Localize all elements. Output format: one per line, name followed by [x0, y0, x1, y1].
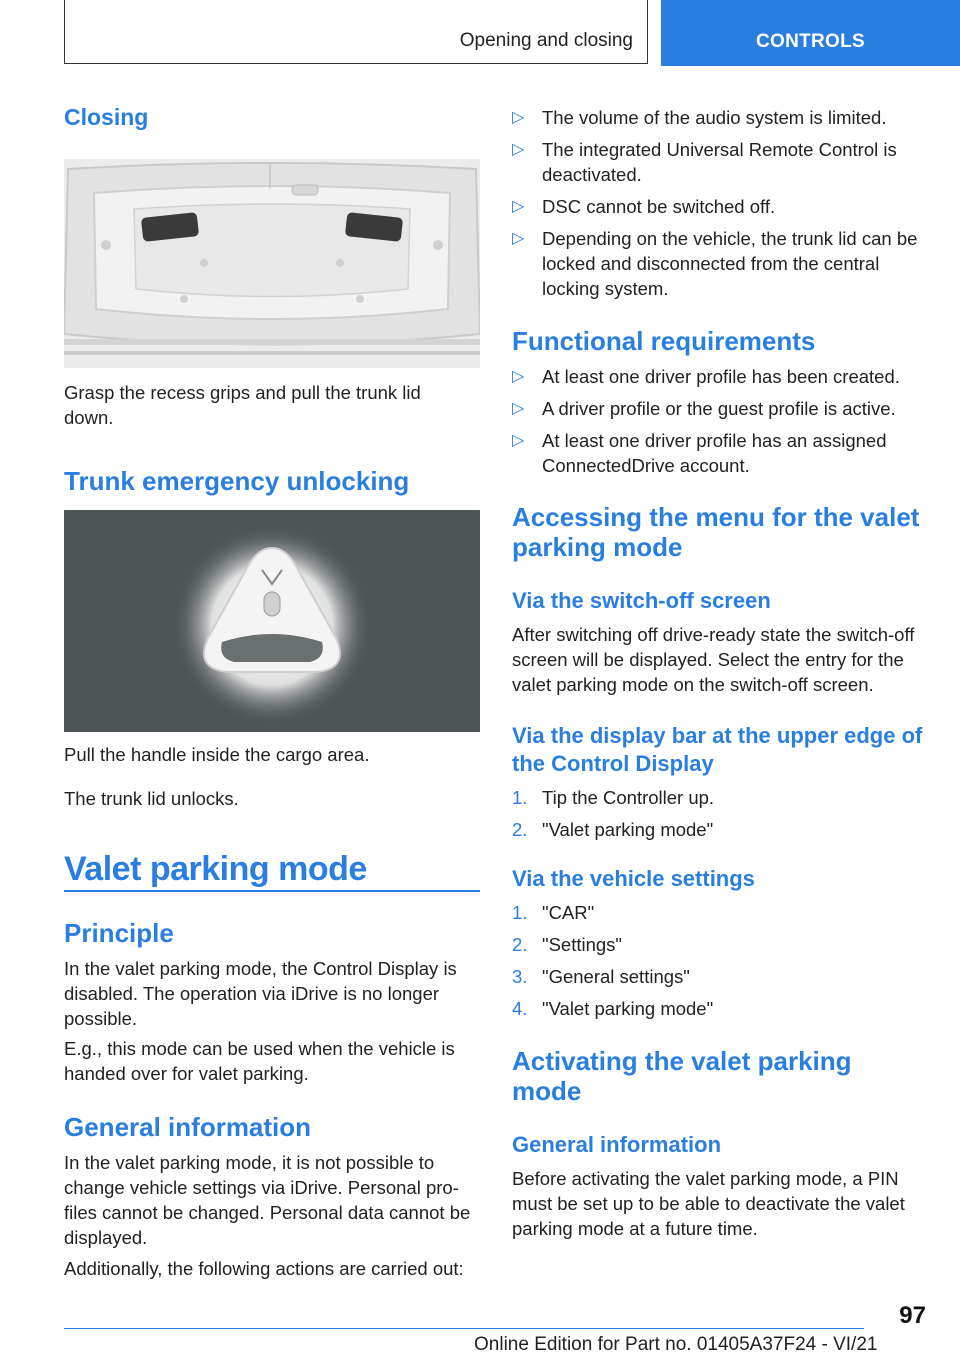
general-text-2: Additionally, the following actions are carried out:: [64, 1258, 464, 1279]
page-number: 97: [899, 1302, 926, 1329]
header-chapter-label: CONTROLS: [755, 31, 865, 52]
trunk-lid-illustration: [64, 159, 480, 368]
principle-heading: Principle: [64, 918, 174, 948]
activating-heading: Activating the valet parking mode: [512, 1046, 852, 1106]
activating-general-heading: General information: [512, 1132, 722, 1157]
principle-text-1: In the valet parking mode, the Control Display is disabled. The operation via iDrive is no longer possible.: [64, 958, 457, 1029]
valet-heading-underline: [64, 890, 480, 892]
closing-text: Grasp the recess grips and pull the trunk lid down.: [64, 382, 421, 428]
switchoff-heading: Via the switch-off screen: [512, 588, 771, 613]
triangle-bullet-icon: ▷: [512, 230, 525, 247]
header-section-box: [64, 0, 648, 64]
vehicle-settings-heading: Via the vehicle settings: [512, 866, 755, 891]
footer-divider: [64, 1328, 864, 1329]
valet-heading: Valet parking mode: [64, 850, 367, 888]
emergency-heading: Trunk emergency unlocking: [64, 466, 410, 496]
emergency-handle-illustration: [64, 510, 480, 732]
header-section-title: Opening and closing: [459, 30, 633, 51]
emergency-text-1: Pull the handle inside the cargo area.: [64, 744, 370, 765]
emergency-text-2: The trunk lid unlocks.: [64, 788, 239, 809]
closing-heading: Closing: [64, 104, 149, 130]
switchoff-text: After switching off drive-ready state the switch-off screen will be displayed. Select the entry for the valet parking mode on the switch-off screen.: [512, 624, 915, 695]
triangle-bullet-icon: ▷: [512, 198, 525, 215]
triangle-bullet-icon: ▷: [512, 400, 525, 417]
displaybar-heading: Via the display bar at the upper edge of the Control Display: [512, 723, 923, 776]
triangle-bullet-icon: ▷: [512, 432, 525, 449]
triangle-bullet-icon: ▷: [512, 141, 525, 158]
triangle-bullet-icon: ▷: [512, 368, 525, 385]
header-chapter-tab: [661, 0, 960, 66]
edition-note: Online Edition for Part no. 01405A37F24 - VI/21: [474, 1334, 878, 1355]
page-header: [0, 0, 960, 66]
general-heading: General information: [64, 1112, 312, 1142]
principle-text-2: E.g., this mode can be used when the vehicle is handed over for valet parking.: [64, 1038, 455, 1084]
requirements-heading: Functional requirements: [512, 326, 816, 356]
activating-general-text: Before activating the valet parking mode, a PIN must be set up to be able to deactivate the valet parking mode at a future time.: [512, 1168, 905, 1239]
menu-heading: Accessing the menu for the valet parking mode: [512, 502, 920, 562]
triangle-bullet-icon: ▷: [512, 109, 525, 126]
general-text-1: In the valet parking mode, it is not possible to change vehicle settings via iDrive. Personal pro-files cannot be changed. Personal data cannot be displayed.: [64, 1152, 471, 1248]
